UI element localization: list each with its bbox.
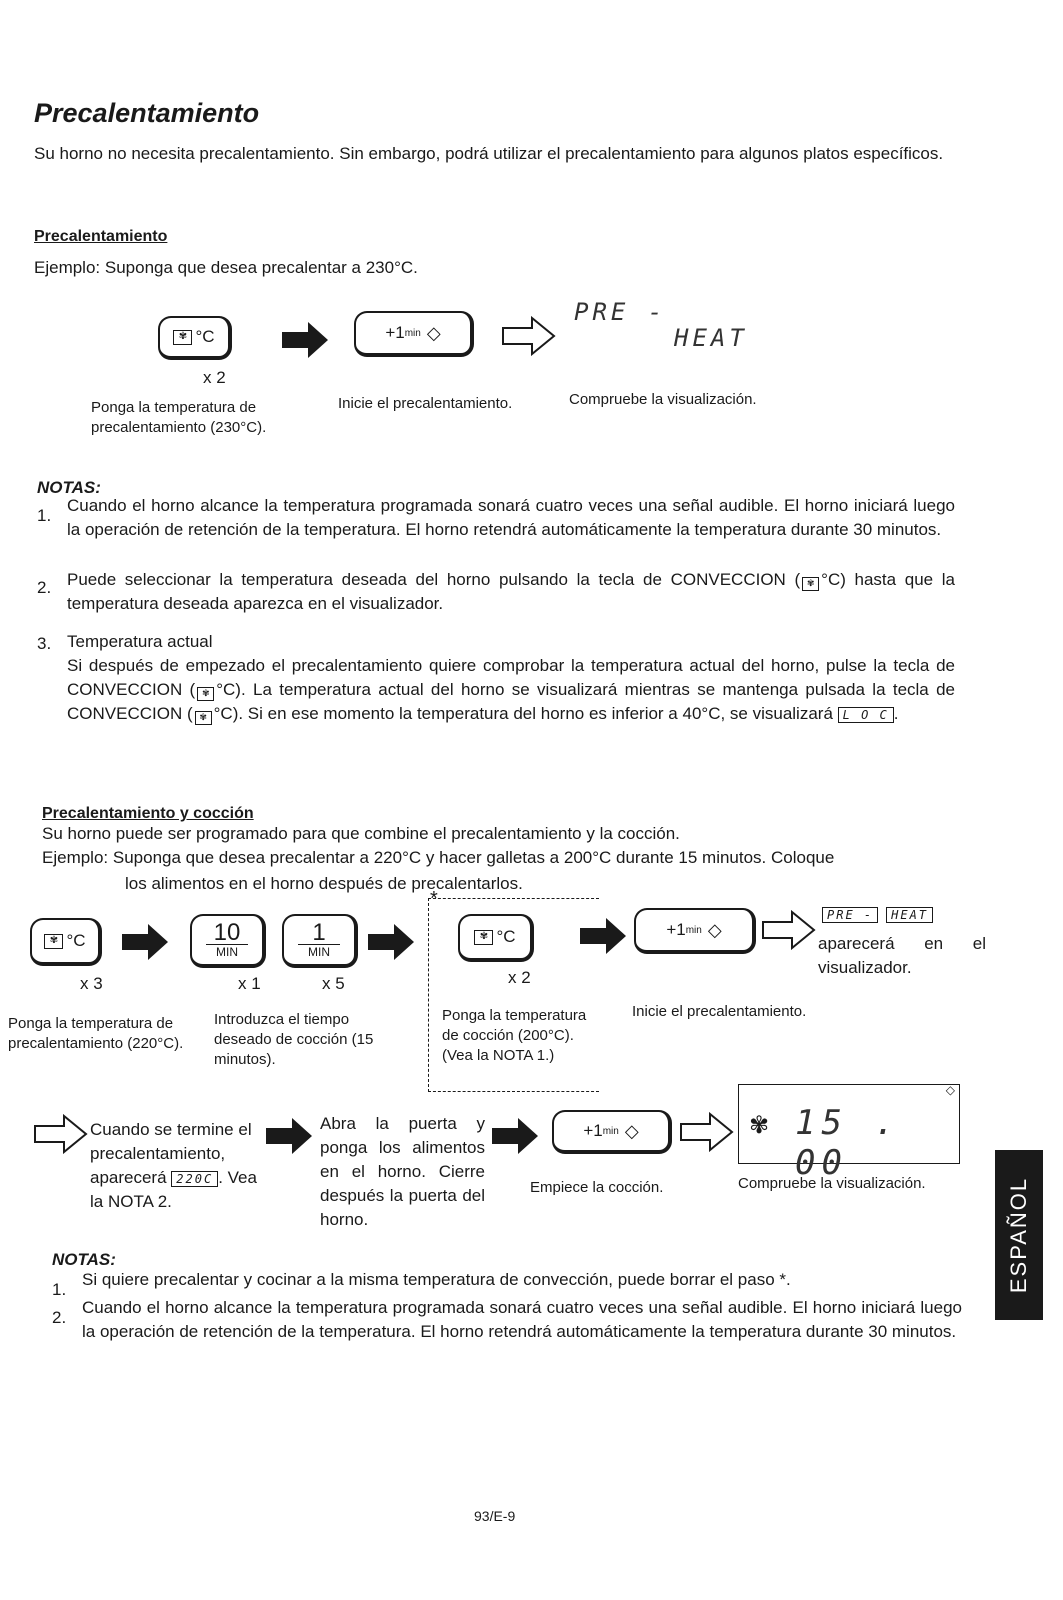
note-number: 1.: [52, 1280, 67, 1299]
convection-key: ✾ °C: [30, 918, 102, 966]
step-caption: Cuando se termine el precalentamiento, aparecerá 220C . Vea la NOTA 2.: [90, 1120, 257, 1211]
step-caption: Inicie el precalentamiento.: [632, 1003, 807, 1020]
start-diamond-icon: ◇: [426, 322, 441, 343]
note-text: Cuando el horno alcance la temperatura programada sonará cuatro veces una señal audible. El horno iniciará luego la operación de retención de la temperatura. El horno retendrá automáticamente la temperatura durante 30 minutos.: [82, 1298, 962, 1341]
step-caption: Ponga la temperatura de cocción (200°C). (Vea la NOTA 1.): [442, 1007, 587, 1064]
note-number: 3.: [37, 634, 52, 653]
display-note: aparecerá en el visualizador.: [818, 934, 986, 977]
note-number: 2.: [37, 578, 52, 597]
asterisk-mark: *: [430, 888, 438, 910]
intro-text: Su horno no necesita precalentamiento. Sin embargo, podrá utilizar el precalentamiento para algunos platos específicos.: [34, 144, 944, 163]
lcd-readout: 220C: [171, 1171, 218, 1187]
start-diamond-icon: ◇: [707, 919, 722, 940]
times-label: x 1: [238, 974, 261, 993]
page-number: 93/E-9: [474, 1508, 516, 1524]
one-min-key: 1 MIN: [282, 914, 358, 968]
note-text: Si después de empezado el precalentamiento quiere comprobar la temperatura actual del horno, pulse la tecla de CONVECCION ( ✾ °C). La temperatura actual del horno se visualizará mientras se mantenga pulsada la tecla de CONVECCION ( ✾ °C). Si en ese momento la temperatura del horno es inferior a 40°C, se visualizará L O C .: [67, 656, 956, 723]
times-label: x 2: [203, 368, 226, 387]
step-caption: Ponga la temperatura de precalentamiento (230°C).: [91, 399, 267, 436]
right-arrow-icon: [266, 1118, 312, 1154]
start-diamond-icon: ◇: [624, 1120, 639, 1141]
start-diamond-icon: ◇: [945, 1083, 955, 1097]
right-arrow-icon: [368, 924, 414, 960]
fan-icon: ✾: [802, 577, 819, 591]
section2-heading: Precalentamiento y cocción: [42, 805, 254, 822]
note-heading: Temperatura actual: [67, 632, 213, 651]
page-title: Precalentamiento: [34, 98, 260, 128]
right-arrow-icon: [122, 924, 168, 960]
section2-text: Su horno puede ser programado para que combine el precalentamiento y la cocción.: [42, 824, 680, 843]
times-label: x 2: [508, 968, 531, 987]
convection-key: ✾ °C: [158, 316, 232, 360]
step-caption: Compruebe la visualización.: [569, 391, 757, 408]
hollow-arrow-icon: [680, 1112, 734, 1152]
ten-min-key: 10 MIN: [190, 914, 266, 968]
note-number: 2.: [52, 1308, 67, 1327]
note-number: 1.: [37, 506, 52, 525]
fan-icon: ✾: [44, 934, 63, 949]
lcd-readout: L O C: [838, 707, 894, 723]
fan-icon: ✾: [749, 1112, 770, 1139]
note-text: Cuando el horno alcance la temperatura programada sonará cuatro veces una señal audible. El horno iniciará luego la operación de retención de la temperatura. El horno retendrá automáticamente la temperatura durante 30 minutos.: [67, 496, 955, 539]
notes-heading: NOTAS:: [52, 1250, 116, 1269]
fan-icon: ✾: [197, 687, 214, 701]
step-caption: Empiece la cocción.: [530, 1179, 664, 1196]
lcd-display: PRE - HEAT: [574, 298, 748, 352]
step-caption: Compruebe la visualización.: [738, 1175, 926, 1192]
language-tab: ESPAÑOL: [995, 1150, 1043, 1320]
hollow-arrow-icon: [502, 316, 556, 356]
hollow-arrow-icon: [34, 1114, 88, 1154]
lcd-display: ✾ ◇ 15 . 00: [738, 1084, 960, 1164]
lcd-display: PRE - HEAT: [822, 906, 933, 924]
start-key: +1 min ◇: [354, 311, 474, 357]
section1-heading: Precalentamiento: [34, 228, 168, 245]
fan-icon: ✾: [173, 330, 192, 345]
right-arrow-icon: [492, 1118, 538, 1154]
right-arrow-icon: [282, 322, 328, 358]
section1-example: Ejemplo: Suponga que desea precalentar a 230°C.: [34, 258, 418, 277]
right-arrow-icon: [580, 918, 626, 954]
times-label: x 3: [80, 974, 103, 993]
times-label: x 5: [322, 974, 345, 993]
note-text: Puede seleccionar la temperatura deseada del horno pulsando la tecla de CONVECCION ( ✾ °C) hasta que la temperatura deseada aparezca en el visualizador.: [67, 570, 955, 613]
notes-heading: NOTAS:: [37, 478, 101, 497]
section2-text: los alimentos en el horno después de precalentarlos.: [125, 874, 523, 893]
start-key: +1 min ◇: [552, 1110, 672, 1154]
step-caption: Introduzca el tiempo deseado de cocción (15 minutos).: [214, 1011, 374, 1068]
step-caption: Inicie el precalentamiento.: [338, 395, 513, 412]
fan-icon: ✾: [474, 930, 493, 945]
start-key: +1 min ◇: [634, 908, 756, 954]
step-caption: Ponga la temperatura de precalentamiento (220°C).: [8, 1015, 184, 1052]
section2-text: Ejemplo: Suponga que desea precalentar a 220°C y hacer galletas a 200°C durante 15 minutos. Coloque: [42, 848, 835, 867]
step-caption: Abra la puerta y ponga los alimentos en el horno. Cierre después la puerta del horno.: [320, 1114, 485, 1229]
fan-icon: ✾: [195, 711, 212, 725]
convection-key: ✾ °C: [458, 914, 534, 962]
hollow-arrow-icon: [762, 910, 816, 950]
note-text: Si quiere precalentar y cocinar a la misma temperatura de convección, puede borrar el paso *.: [82, 1270, 791, 1289]
